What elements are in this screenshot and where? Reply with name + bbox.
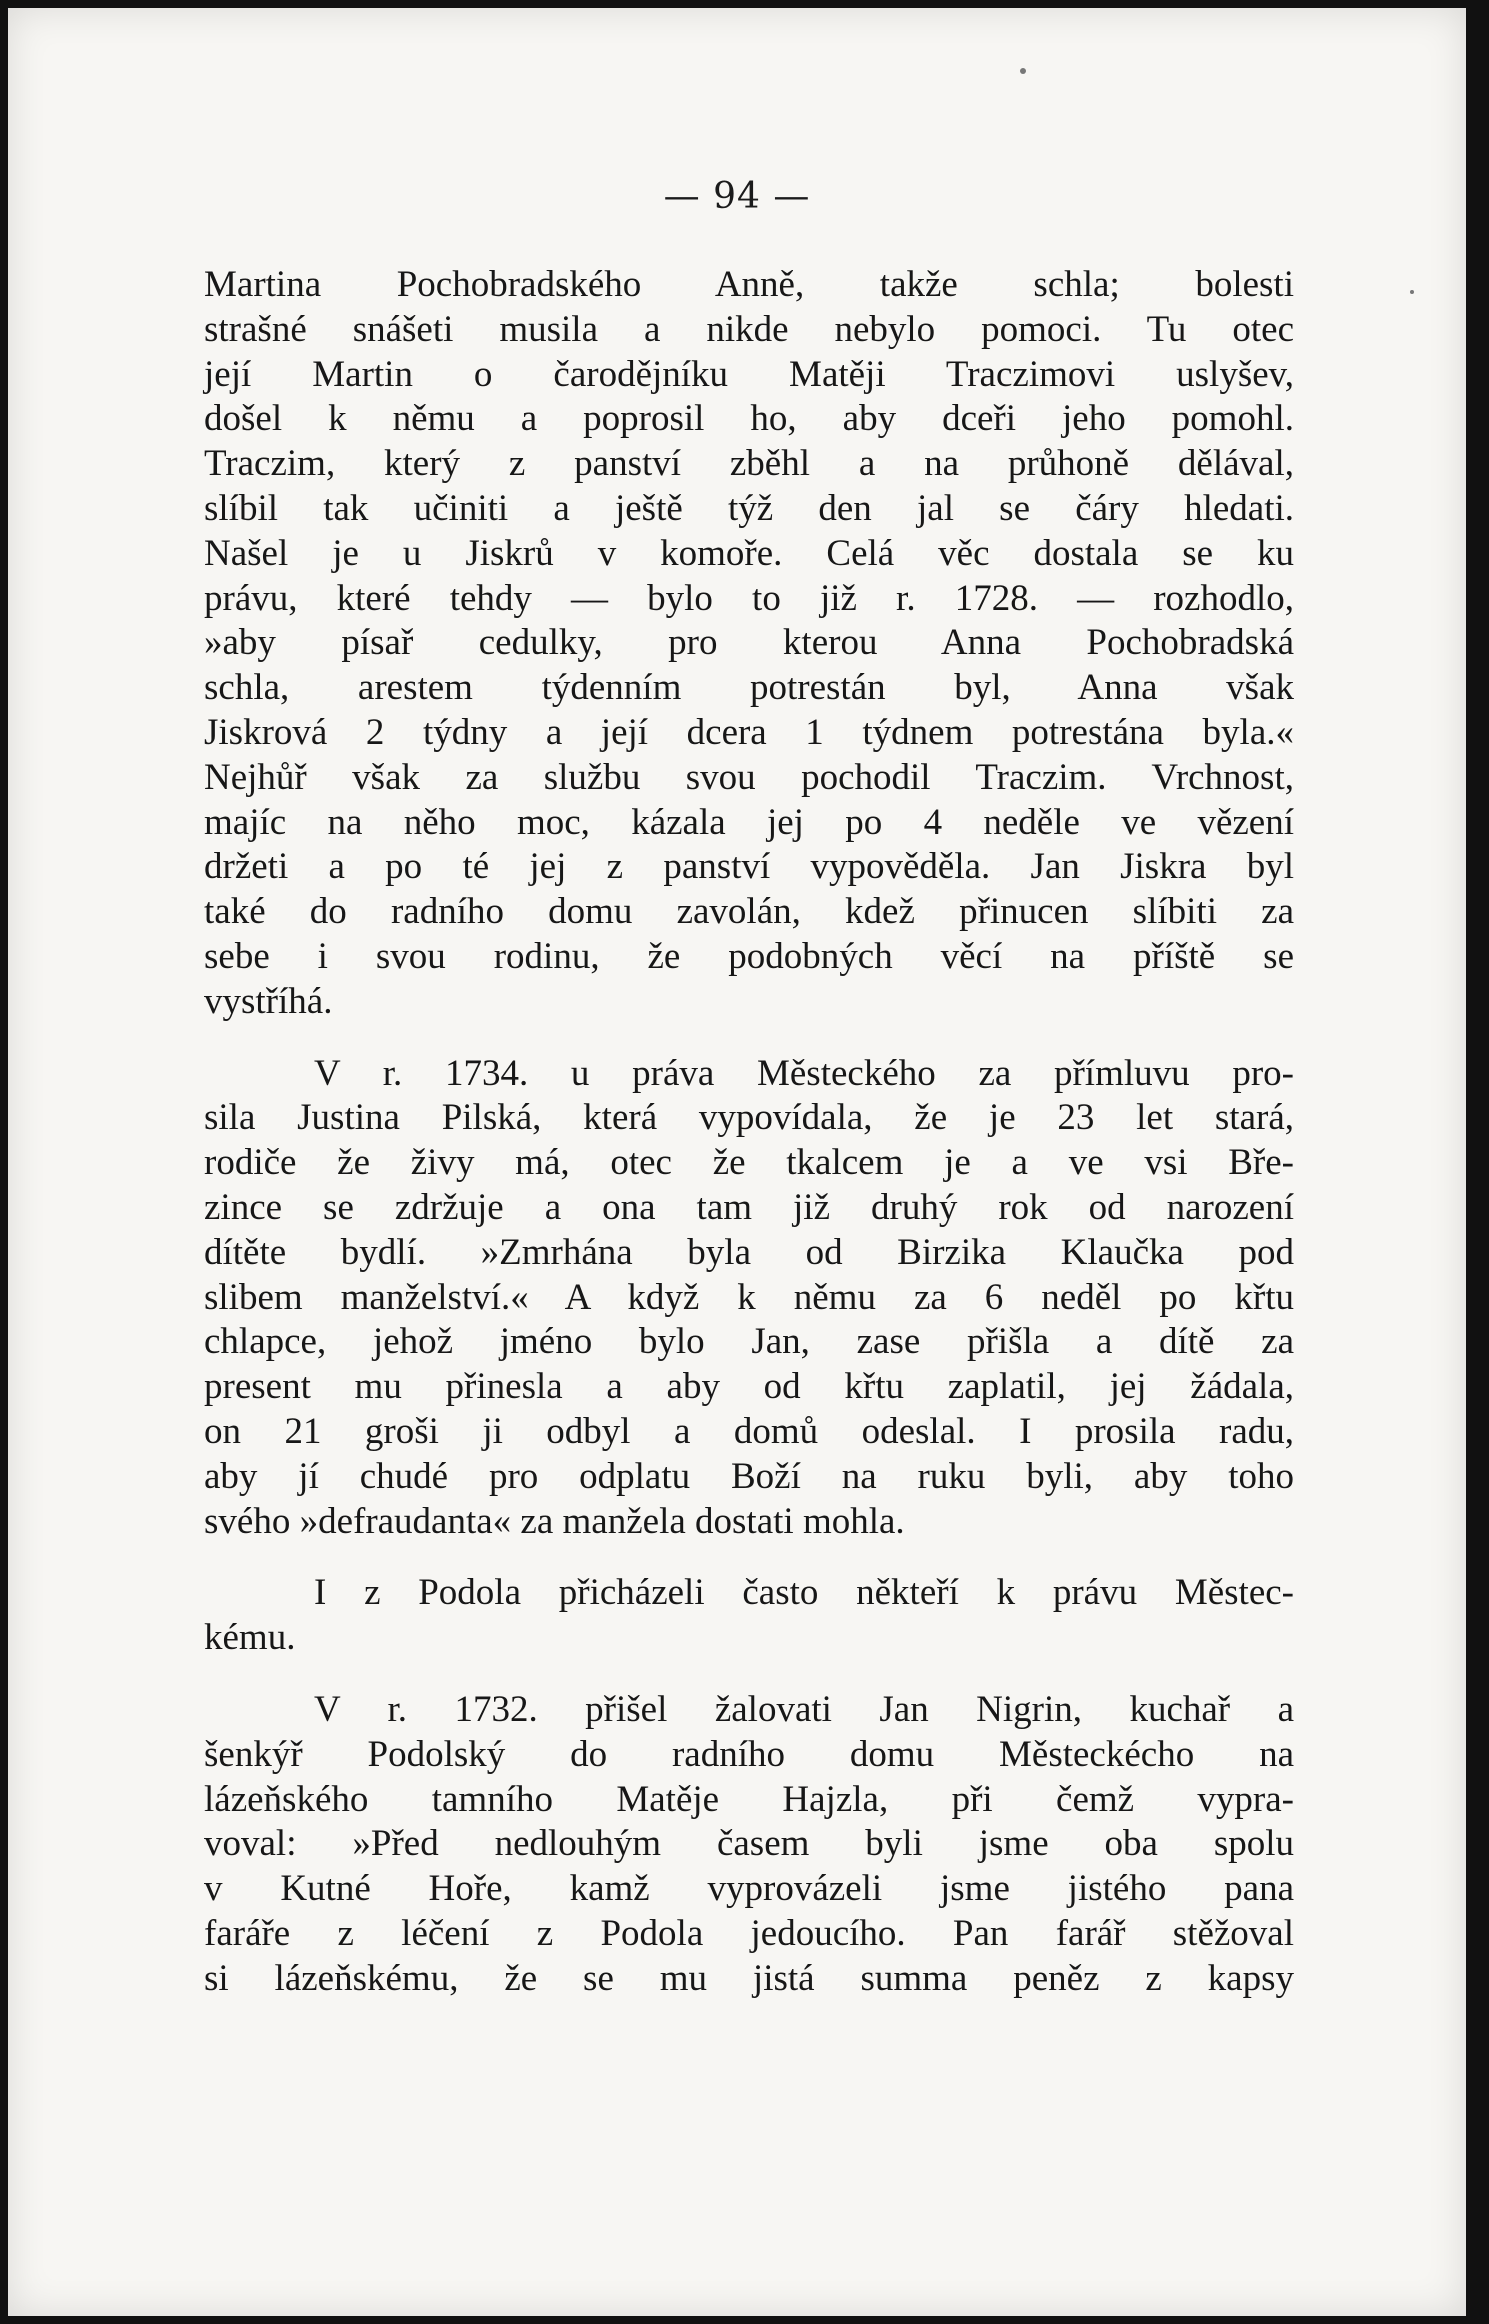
text-line: její Martin o čarodějníku Matěji Traczimovi uslyšev, [204, 353, 1294, 395]
text-line: chlapce, jehož jméno bylo Jan, zase přišla a dítě za [204, 1321, 1294, 1363]
text-line: I z Podola přicházeli často někteří k právu Městec- [314, 1572, 1294, 1614]
paper-speck [1410, 290, 1414, 294]
text-line: rodiče že živy má, otec že tkalcem je a ve vsi Bře- [204, 1142, 1294, 1184]
paragraph-gap [204, 1025, 1294, 1052]
paragraph-gap [204, 1544, 1294, 1571]
text-line: Našel je u Jiskrů v komoře. Celá věc dostala se ku [204, 532, 1294, 574]
text-line: zince se zdržuje a ona tam již druhý rok od narození [204, 1186, 1294, 1228]
text-line: lázeňského tamního Matěje Hajzla, při čemž vypra- [204, 1778, 1294, 1820]
text-line: Nejhůř však za službu svou pochodil Traczim. Vrchnost, [204, 756, 1294, 798]
text-line: faráře z léčení z Podola jedoucího. Pan farář stěžoval [204, 1912, 1294, 1954]
text-line: Jiskrová 2 týdny a její dcera 1 týdnem potrestána byla.« [204, 711, 1294, 753]
paragraph [204, 1571, 1294, 1661]
text-line: Traczim, který z panství zběhl a na průhoně dělával, [204, 443, 1294, 485]
text-line: Martina Pochobradského Anně, takže schla; bolesti [204, 264, 1294, 305]
text-line: právu, které tehdy — bylo to již r. 1728. — rozhodlo, [204, 577, 1294, 619]
text-line: si lázeňskému, že se mu jistá summa peněz z kapsy [204, 1957, 1294, 1999]
text-line: V r. 1732. přišel žalovati Jan Nigrin, kuchař a [314, 1688, 1294, 1730]
text-line: present mu přinesla a aby od křtu zaplatil, jej žádala, [204, 1366, 1294, 1408]
text-line: strašné snášeti musila a nikde nebylo pomoci. Tu otec [204, 308, 1294, 350]
text-line: šenkýř Podolský do radního domu Městeckécho na [204, 1733, 1294, 1775]
text-line: v Kutné Hoře, kamž vyprovázeli jsme jistého pana [204, 1868, 1294, 1910]
text-line: držeti a po té jej z panství vypověděla. Jan Jiskra byl [204, 846, 1294, 888]
text-line: slíbil tak učiniti a ještě týž den jal se čáry hledati. [204, 487, 1294, 529]
paragraph-gap [204, 1661, 1294, 1688]
text-line: V r. 1734. u práva Městeckého za přímluvu pro- [314, 1052, 1294, 1094]
text-line: voval: »Před nedlouhým časem byli jsme oba spolu [204, 1823, 1294, 1865]
text-line: vystříhá. [204, 980, 333, 1022]
text-line: sila Justina Pilská, která vypovídala, že je 23 let stará, [204, 1097, 1294, 1139]
body-text [204, 263, 1294, 2001]
text-line: také do radního domu zavolán, kdež přinucen slíbiti za [204, 891, 1294, 933]
text-line: majíc na něho moc, kázala jej po 4 neděle ve vězení [204, 801, 1294, 843]
paragraph [204, 1688, 1294, 2002]
text-line: došel k němu a poprosil ho, aby dceři jeho pomohl. [204, 398, 1294, 440]
text-line: kému. [204, 1617, 296, 1659]
text-line: dítěte bydlí. »Zmrhána byla od Birzika Klaučka pod [204, 1231, 1294, 1273]
book-page [8, 8, 1466, 2316]
paragraph [204, 263, 1294, 1025]
text-line: »aby písař cedulky, pro kterou Anna Pochobradská [204, 622, 1294, 664]
text-line: schla, arestem týdenním potrestán byl, Anna však [204, 667, 1294, 709]
text-line: svého »defraudanta« za manžela dostati mohla. [204, 1500, 905, 1542]
text-line: sebe i svou rodinu, že podobných věcí na příště se [204, 935, 1294, 977]
text-line: on 21 groši ji odbyl a domů odeslal. I prosila radu, [204, 1410, 1294, 1452]
text-line: slibem manželství.« A když k němu za 6 neděl po křtu [204, 1276, 1294, 1318]
text-line: aby jí chudé pro odplatu Boží na ruku byli, aby toho [204, 1455, 1294, 1497]
page-number: — 94 — [663, 176, 811, 217]
paper-speck [1020, 68, 1026, 74]
paragraph [204, 1052, 1294, 1545]
